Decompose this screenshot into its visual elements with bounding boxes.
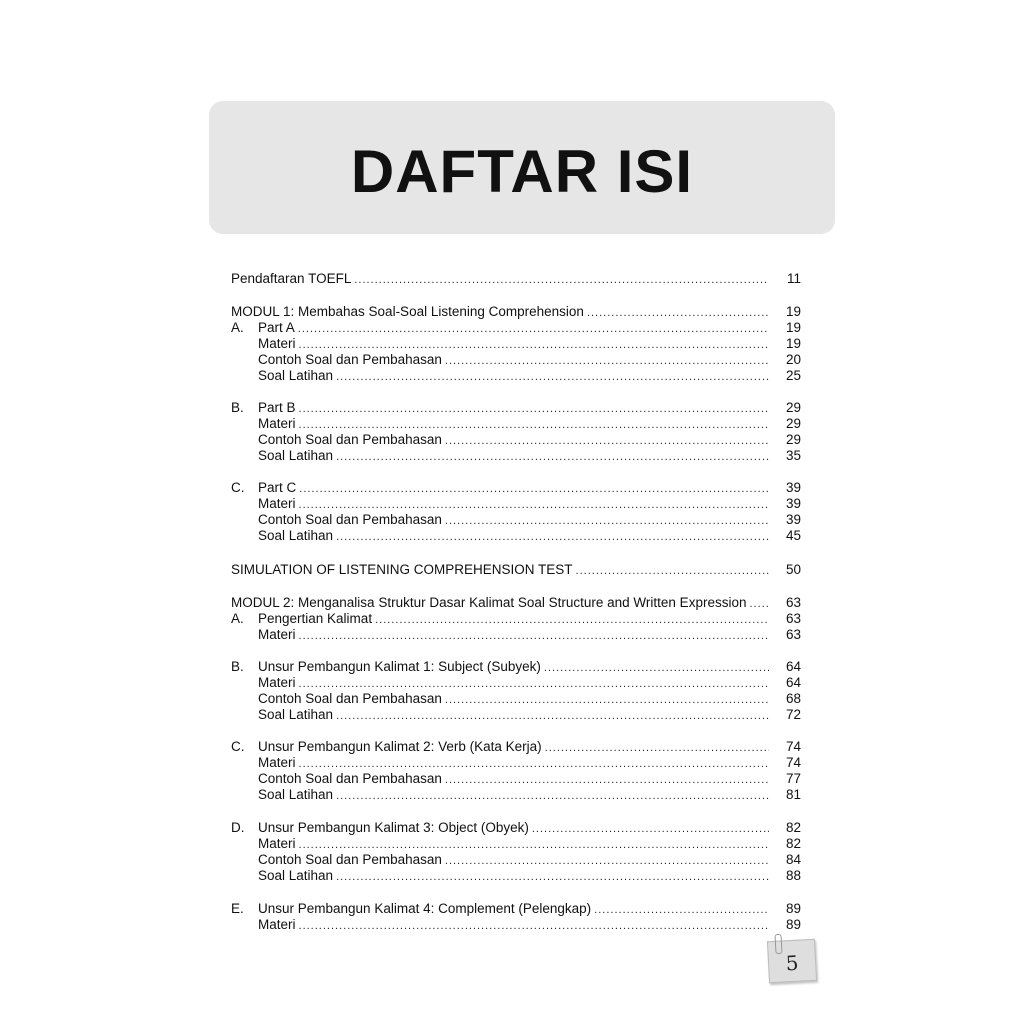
toc-entry [231, 320, 801, 336]
toc-entry-page: 19 [785, 304, 801, 319]
toc-entry-page: 45 [785, 528, 801, 543]
toc-entry-label: Unsur Pembangun Kalimat 3: Object (Obyek) [258, 820, 529, 835]
toc-entry [231, 480, 801, 496]
toc-entry-page: 74 [785, 755, 801, 770]
toc-entry [231, 659, 801, 675]
toc-entry-label: Contoh Soal dan Pembahasan [258, 771, 442, 786]
toc-entry-label: Soal Latihan [258, 528, 334, 543]
dot-leader [544, 660, 769, 676]
toc-entry-label: Soal Latihan [258, 707, 334, 722]
toc-entry-page: 25 [785, 368, 801, 383]
toc-entry-number: B. [231, 400, 244, 415]
toc-entry-page: 63 [785, 627, 801, 642]
toc-entry-label: Soal Latihan [258, 448, 334, 463]
toc-entry-label: Materi [258, 627, 296, 642]
dot-leader [336, 869, 769, 885]
dot-leader [545, 740, 769, 756]
toc-entry [231, 852, 801, 868]
toc-entry-number: D. [231, 820, 245, 835]
dot-leader [749, 596, 769, 612]
toc-entry [231, 400, 801, 416]
dot-leader [375, 612, 769, 628]
toc-entry [231, 675, 801, 691]
toc-entry-number: A. [231, 320, 244, 335]
toc-entry-page: 64 [785, 659, 801, 674]
toc-entry-label: Unsur Pembangun Kalimat 4: Complement (Pelengkap) [258, 901, 592, 916]
toc-entry [231, 416, 801, 432]
toc-entry-page: 82 [785, 836, 801, 851]
dot-leader [299, 756, 769, 772]
toc-entry [231, 562, 801, 578]
toc-entry [231, 691, 801, 707]
toc-entry-label: Materi [258, 917, 296, 932]
toc-entry-page: 81 [785, 787, 801, 802]
dot-leader [299, 837, 769, 853]
toc-entry-page: 39 [785, 512, 801, 527]
toc-entry-label: Materi [258, 836, 296, 851]
toc-entry [231, 271, 801, 287]
toc-entry-label: Pendaftaran TOEFL [231, 271, 352, 286]
dot-leader [445, 513, 769, 529]
toc-entry [231, 432, 801, 448]
toc-entry-page: 64 [785, 675, 801, 690]
dot-leader [532, 821, 769, 837]
toc-entry-label: Contoh Soal dan Pembahasan [258, 352, 442, 367]
dot-leader [336, 529, 769, 545]
toc-entry-label: Materi [258, 416, 296, 431]
dot-leader [336, 788, 769, 804]
toc-entry-label: Pengertian Kalimat [258, 611, 373, 626]
toc-entry [231, 739, 801, 755]
toc-entry-page: 50 [785, 562, 801, 577]
dot-leader [587, 305, 769, 321]
toc-entry [231, 611, 801, 627]
dot-leader [299, 918, 769, 934]
toc-entry-label: Materi [258, 755, 296, 770]
toc-entry [231, 595, 801, 611]
toc-entry-page: 39 [785, 496, 801, 511]
toc-entry-page: 77 [785, 771, 801, 786]
dot-leader [594, 902, 769, 918]
toc-entry-page: 89 [785, 917, 801, 932]
toc-entry-label: MODUL 1: Membahas Soal-Soal Listening Comprehension [231, 304, 584, 319]
toc-entry-page: 11 [786, 271, 801, 286]
toc-entry-label: Unsur Pembangun Kalimat 2: Verb (Kata Kerja) [258, 739, 542, 754]
toc-entry [231, 917, 801, 933]
toc-entry-page: 88 [785, 868, 801, 883]
dot-leader [299, 676, 769, 692]
toc-entry-page: 35 [785, 448, 801, 463]
toc-entry-page: 19 [785, 336, 801, 351]
toc-entry-label: Materi [258, 496, 296, 511]
toc-entry-label: Part B [258, 400, 296, 415]
dot-leader [445, 433, 769, 449]
dot-leader [299, 481, 769, 497]
toc-entry [231, 368, 801, 384]
toc-entry-page: 89 [785, 901, 801, 916]
toc-entry-number: A. [231, 611, 244, 626]
toc-entry-label: Unsur Pembangun Kalimat 1: Subject (Subyek) [258, 659, 541, 674]
toc-entry-label: MODUL 2: Menganalisa Struktur Dasar Kalimat Soal Structure and Written Expression [231, 595, 747, 610]
toc-entry [231, 448, 801, 464]
toc-entry-page: 63 [785, 611, 801, 626]
dot-leader [299, 628, 769, 644]
title-banner [209, 101, 835, 234]
toc-entry-page: 63 [785, 595, 801, 610]
toc-entry-page: 74 [785, 739, 801, 754]
dot-leader [299, 337, 769, 353]
toc-entry-number: C. [231, 480, 245, 495]
toc-entry-page: 20 [785, 352, 801, 367]
toc-entry-page: 39 [785, 480, 801, 495]
toc-entry-page: 29 [785, 400, 801, 415]
toc-entry-page: 29 [785, 416, 801, 431]
toc-entry [231, 707, 801, 723]
toc-entry [231, 336, 801, 352]
toc-entry-label: Contoh Soal dan Pembahasan [258, 512, 442, 527]
dot-leader [299, 497, 769, 513]
toc-entry-label: Part C [258, 480, 297, 495]
dot-leader [445, 772, 769, 788]
toc-entry [231, 771, 801, 787]
toc-entry [231, 787, 801, 803]
toc-entry-page: 19 [785, 320, 801, 335]
toc-entry-page: 72 [785, 707, 801, 722]
toc-entry-page: 29 [785, 432, 801, 447]
toc-entry-label: Contoh Soal dan Pembahasan [258, 691, 442, 706]
dot-leader [299, 417, 769, 433]
dot-leader [336, 449, 769, 465]
dot-leader [445, 692, 769, 708]
dot-leader [299, 401, 769, 417]
toc-entry [231, 868, 801, 884]
toc-entry-label: Soal Latihan [258, 787, 334, 802]
toc-entry [231, 304, 801, 320]
toc-entry-page: 84 [785, 852, 801, 867]
dot-leader [354, 272, 769, 288]
paperclip-icon [774, 934, 782, 954]
toc-entry-label: Materi [258, 675, 296, 690]
toc-entry [231, 627, 801, 643]
toc-entry-number: E. [231, 901, 244, 916]
dot-leader [336, 708, 769, 724]
toc-entry-label: Soal Latihan [258, 368, 334, 383]
toc-entry-label: SIMULATION OF LISTENING COMPREHENSION TEST [231, 562, 573, 577]
toc-entry [231, 352, 801, 368]
page-title: DAFTAR ISI [350, 138, 694, 205]
toc-entry [231, 901, 801, 917]
toc-entry [231, 496, 801, 512]
dot-leader [445, 353, 769, 369]
toc-entry [231, 528, 801, 544]
toc-entry-label: Contoh Soal dan Pembahasan [258, 432, 442, 447]
toc-entry-label: Contoh Soal dan Pembahasan [258, 852, 442, 867]
toc-entry-label: Soal Latihan [258, 868, 334, 883]
dot-leader [576, 563, 769, 579]
toc-entry [231, 755, 801, 771]
toc-entry-label: Materi [258, 336, 296, 351]
dot-leader [336, 369, 769, 385]
dot-leader [298, 321, 769, 337]
toc-entry-label: Part A [258, 320, 295, 335]
toc-entry-page: 82 [785, 820, 801, 835]
toc-entry [231, 836, 801, 852]
toc-entry-page: 68 [785, 691, 801, 706]
toc-entry-number: C. [231, 739, 245, 754]
page-number: 5 [785, 950, 800, 976]
toc-entry [231, 820, 801, 836]
toc-entry [231, 512, 801, 528]
dot-leader [445, 853, 769, 869]
toc-entry-number: B. [231, 659, 244, 674]
